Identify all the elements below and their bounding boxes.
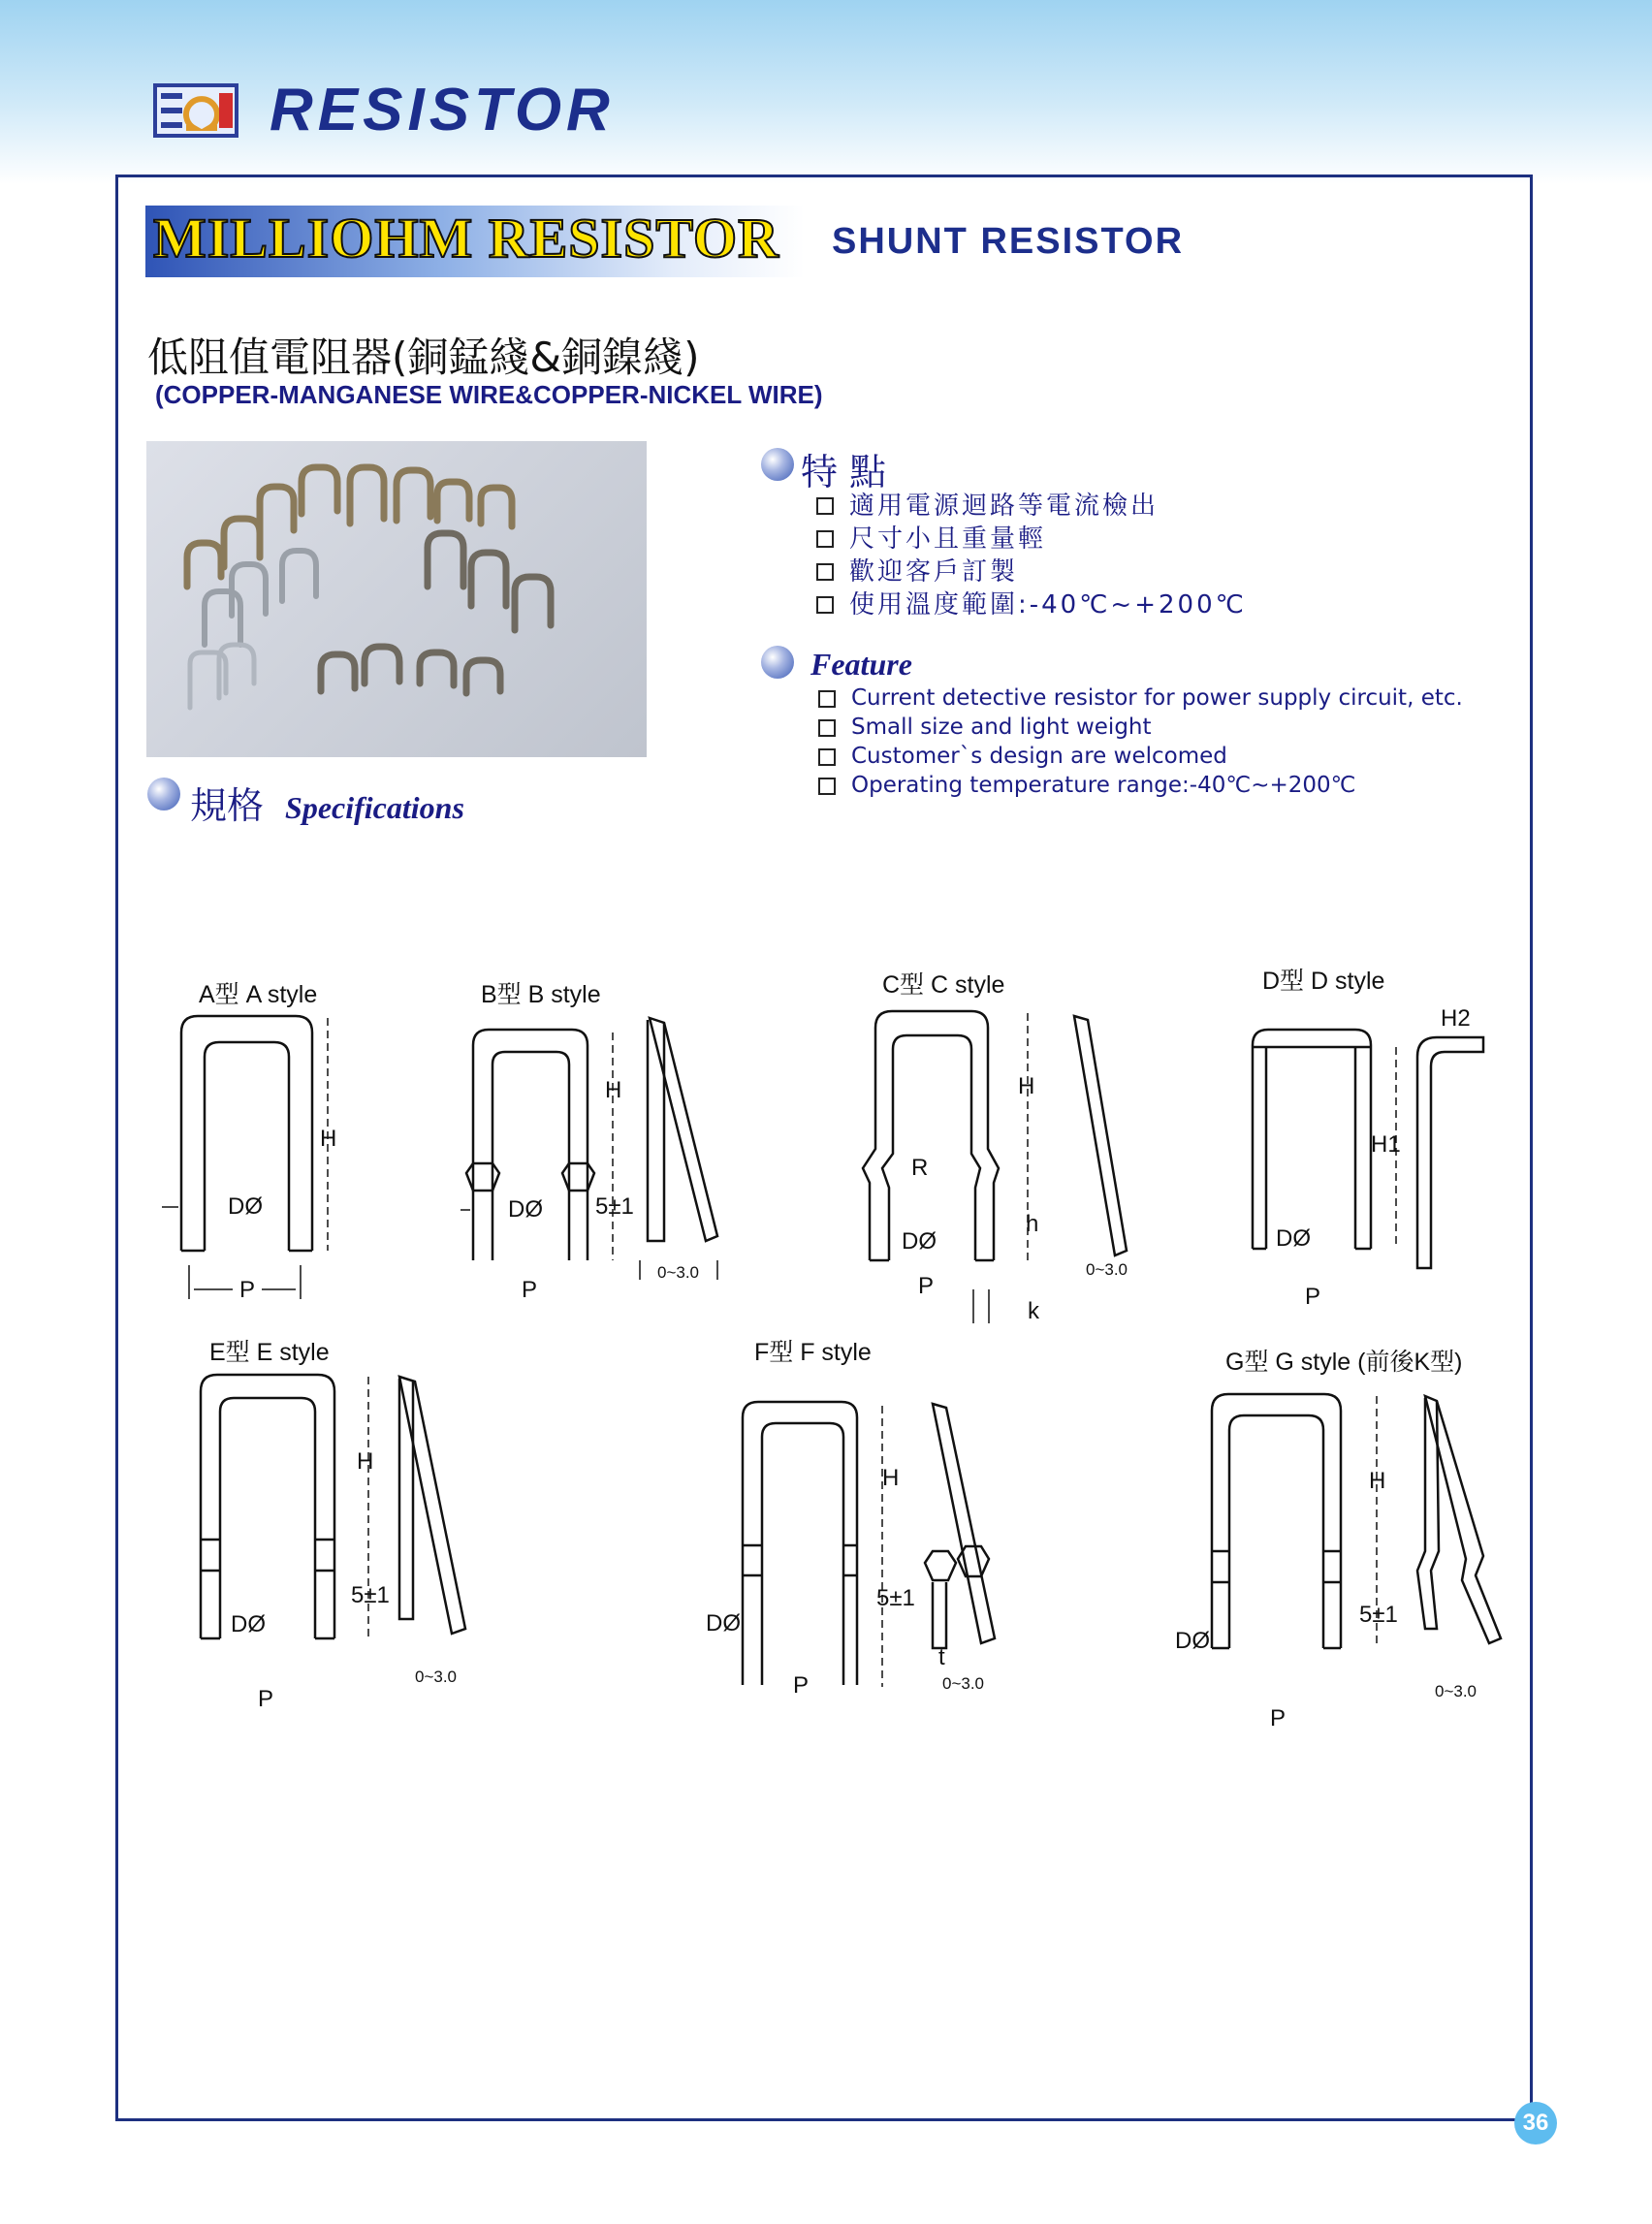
feature-text: Customer`s design are welcomed (851, 744, 1227, 769)
dim-p-label: P (522, 1277, 538, 1303)
dim-p-label: P (258, 1686, 274, 1712)
specs-title-en: Specifications (285, 790, 464, 825)
specs-title-cn: 規格 (190, 784, 265, 827)
feature-text: 使用溫度範圍:-40℃~+200℃ (849, 590, 1247, 620)
dim-h2-label: H2 (1441, 1005, 1471, 1032)
dim-offset-label: 0~3.0 (415, 1668, 458, 1686)
dim-r-label: R (911, 1155, 929, 1181)
feature-text: 適用電源迴路等電流檢出 (849, 492, 1160, 521)
dim-p-label: P (918, 1273, 935, 1299)
dim-h-label: H (357, 1448, 374, 1475)
style-a-label: A型 A style (199, 981, 318, 1008)
style-d-label: D型 D style (1262, 968, 1385, 995)
feature-text: 尺寸小且重量輕 (849, 524, 1047, 554)
features-en-title: Feature (810, 647, 912, 682)
dim-p-label: P (239, 1277, 256, 1303)
dim-d-label: DØ (1175, 1628, 1210, 1654)
dim-offset-label: 0~3.0 (657, 1263, 700, 1282)
banner-subtitle: SHUNT RESISTOR (832, 221, 1185, 262)
style-c-label: C型 C style (882, 971, 1005, 999)
feature-text: Small size and light weight (851, 715, 1152, 740)
dim-offset-label: 0~3.0 (942, 1674, 985, 1693)
dim-t-label: t (938, 1644, 945, 1670)
product-title-cn: 低阻值電阻器(銅錳綫&銅鎳綫) (147, 334, 700, 381)
dim-d-label: DØ (508, 1196, 543, 1223)
banner-title: MILLIOHM RESISTOR (153, 207, 780, 270)
feature-text: 歡迎客戶訂製 (849, 557, 1019, 587)
dim-h-label: H (882, 1465, 900, 1491)
features-cn-title: 特 點 (801, 451, 887, 493)
page-number: 36 (1514, 2102, 1557, 2145)
dim-h-lower-label: h (1026, 1211, 1039, 1237)
dim-d-label: DØ (228, 1193, 263, 1220)
dim-k-label: k (1028, 1298, 1039, 1324)
style-b-label: B型 B style (481, 981, 601, 1008)
page-title: RESISTOR (270, 77, 615, 143)
dim-d-label: DØ (902, 1228, 937, 1255)
dim-h-label: H (1369, 1468, 1386, 1494)
dim-seat-label: 5±1 (595, 1193, 634, 1220)
dim-h-label: H (1018, 1073, 1035, 1099)
dim-p-label: P (1305, 1284, 1321, 1310)
dim-d-label: DØ (1276, 1225, 1311, 1252)
dim-p-label: P (1270, 1705, 1287, 1732)
style-g-label: G型 G style (前後K型) (1225, 1349, 1463, 1376)
dim-p-label: P (793, 1672, 810, 1699)
dim-offset-label: 0~3.0 (1086, 1260, 1128, 1279)
style-f-label: F型 F style (754, 1339, 872, 1366)
dim-seat-label: 5±1 (1359, 1602, 1398, 1628)
dim-h1-label: H1 (1371, 1131, 1401, 1158)
product-title-en: (COPPER-MANGANESE WIRE&COPPER-NICKEL WIRE) (155, 380, 823, 409)
dim-h-label: H (320, 1126, 337, 1152)
style-e-label: E型 E style (209, 1339, 330, 1366)
dim-d-label: DØ (231, 1611, 266, 1637)
dim-h-label: H (605, 1077, 622, 1103)
feature-text: Operating temperature range:-40℃~+200℃ (851, 773, 1356, 798)
feature-text: Current detective resistor for power supply circuit, etc. (851, 685, 1463, 711)
dim-seat-label: 5±1 (351, 1582, 390, 1608)
dim-d-label: DØ (706, 1610, 741, 1636)
dim-seat-label: 5±1 (876, 1585, 915, 1611)
dim-offset-label: 0~3.0 (1435, 1682, 1477, 1700)
